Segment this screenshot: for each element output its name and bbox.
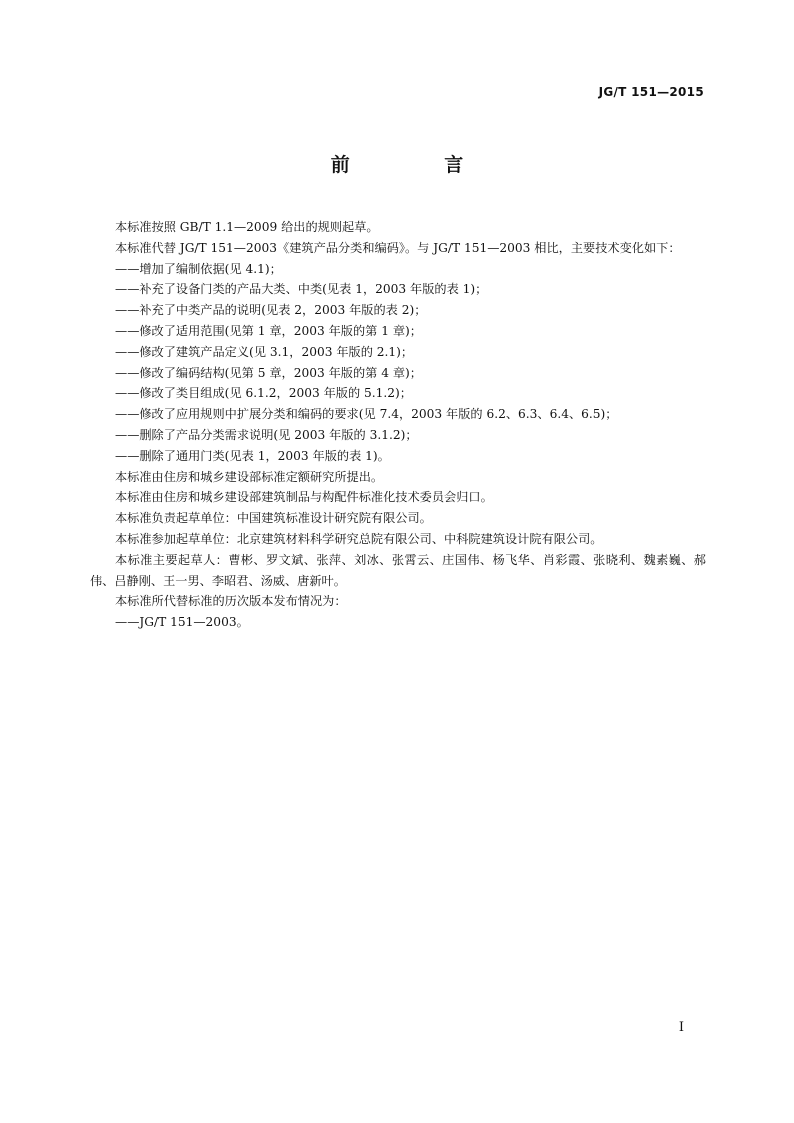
history-item: ——JG/T 151—2003。 [115,615,249,630]
standard-code-header: JG/T 151—2015 [598,85,704,99]
page-number: I [678,1020,684,1035]
paragraph-replacement: 本标准代替 JG/T 151—2003《建筑产品分类和编码》。与 JG/T 151—2003 相比，主要技术变化如下： [115,240,681,255]
change-item: ——补充了设备门类的产品大类、中类(见表 1，2003 年版的表 1)； [115,282,488,297]
change-item: ——修改了编码结构(见第 5 章，2003 年版的第 4 章)； [115,365,422,380]
paragraph-history-intro: 本标准所代替标准的历次版本发布情况为： [115,594,347,609]
paragraph-participating-drafters: 本标准参加起草单位：北京建筑材料科学研究总院有限公司、中科院建筑设计院有限公司。 [115,531,603,546]
change-item: ——修改了类目组成(见 6.1.2，2003 年版的 5.1.2)； [115,386,412,401]
change-item: ——补充了中类产品的说明(见表 2，2003 年版的表 2)； [115,303,427,318]
change-item: ——增加了编制依据(见 4.1)； [115,261,282,276]
change-item: ——修改了适用范围(见第 1 章，2003 年版的第 1 章)； [115,323,422,338]
page-title: 前 言 [330,154,508,176]
paragraph-committee: 本标准由住房和城乡建设部建筑制品与构配件标准化技术委员会归口。 [115,490,493,505]
change-item: ——删除了产品分类需求说明(见 2003 年版的 3.1.2)； [115,427,418,442]
foreword-body [90,217,706,633]
paragraph-drafting-rules: 本标准按照 GB/T 1.1—2009 给出的规则起草。 [115,220,379,234]
paragraph-main-drafters: 本标准主要起草人：曹彬、罗文斌、张萍、刘冰、张霄云、庄国伟、杨飞华、肖彩霞、张晓利、魏素巍、郝伟、吕静刚、王一男、李昭君、汤威、唐新叶。 [90,552,706,588]
change-item: ——删除了通用门类(见表 1，2003 年版的表 1)。 [115,448,390,463]
paragraph-proposer: 本标准由住房和城乡建设部标准定额研究所提出。 [115,469,384,484]
change-item: ——修改了应用规则中扩展分类和编码的要求(见 7.4，2003 年版的 6.2、6.3、6.4、6.5)； [115,407,618,422]
change-item: ——修改了建筑产品定义(见 3.1，2003 年版的 2.1)； [115,344,414,359]
paragraph-lead-drafter: 本标准负责起草单位：中国建筑标准设计研究院有限公司。 [115,511,432,526]
